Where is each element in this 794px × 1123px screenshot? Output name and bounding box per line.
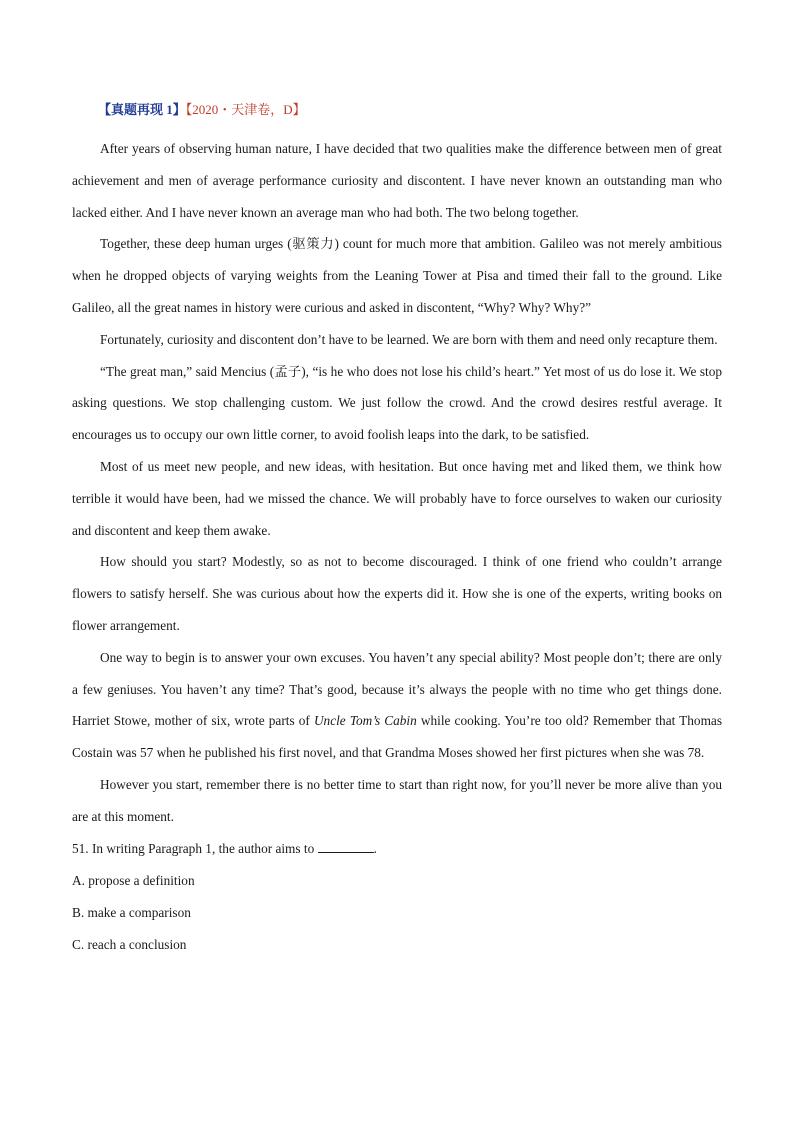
paragraph-2: Together, these deep human urges (驱策力) count for much more that ambition. Galileo was not merely ambitious when he dropped objects of varying weights from the Leaning Tower at Pisa and timed their fall to the ground. Like Galileo, all the great names in history were curious and asked in discontent, “Why? Why? Why?” xyxy=(72,236,722,315)
heading-source: 【2020・天津卷，D】 xyxy=(185,102,306,117)
question-51 xyxy=(72,833,722,865)
question-block xyxy=(72,833,722,961)
paragraph-3: Fortunately, curiosity and discontent don’t have to be learned. We are born with them and need only recapture them. xyxy=(100,331,718,347)
paragraph-8: However you start, remember there is no better time to start than right now, for you’ll never be more alive than you are at this moment. xyxy=(72,776,722,824)
book-title: Uncle Tom’s Cabin xyxy=(313,713,417,729)
heading-label: 【真题再现 1】 xyxy=(98,102,186,117)
option-c: C. reach a conclusion xyxy=(72,936,187,952)
question-text: 51. In writing Paragraph 1, the author aims to xyxy=(72,840,318,856)
question-end: . xyxy=(373,840,377,856)
paragraph-4: “The great man,” said Mencius (孟子), “is he who does not lose his child’s heart.” Yet most of us do lose it. We stop asking questions. We stop challenging custom. We just follow the crowd. And the crowd desires restful average. It encourages us to occupy our own little corner, to avoid foolish leaps into the dark, to be satisfied. xyxy=(72,363,722,443)
paragraph-7-before: One way to begin is to answer your own excuses. You haven’t any special ability? Most people don’t; there are only a few geniuses. You haven’t any time? That’s good, because it’s always the people with no time who get things done. Harriet Stowe, mother of six, wrote parts of xyxy=(72,649,722,729)
passage xyxy=(72,133,722,833)
option-a: A. propose a definition xyxy=(72,872,195,888)
paragraph-1: After years of observing human nature, I have decided that two qualities make the difference between men of great achievement and men of average performance curiosity and discontent. I have never known an outstanding man who lacked either. And I have never known an average man who had both. The two belong together. xyxy=(72,141,722,220)
paragraph-6: How should you start? Modestly, so as not to become discouraged. I think of one friend who couldn’t arrange flowers to satisfy herself. She was curious about how the experts did it. How she is one of the experts, writing books on flower arrangement. xyxy=(72,554,722,633)
paragraph-5: Most of us meet new people, and new ideas, with hesitation. But once having met and liked them, we think how terrible it would have been, had we missed the chance. We will probably have to force ourselves to waken our curiosity and discontent and keep them awake. xyxy=(72,458,722,538)
paragraph-7 xyxy=(72,642,722,769)
option-b: B. make a comparison xyxy=(72,904,191,920)
section-heading xyxy=(98,100,722,120)
answer-blank xyxy=(318,840,374,853)
paragraph-7-after: while cooking. You’re too old? Remember that Thomas Costain was 57 when he published his first novel, and that Grandma Moses showed her first pictures when she was 78. xyxy=(72,713,723,761)
